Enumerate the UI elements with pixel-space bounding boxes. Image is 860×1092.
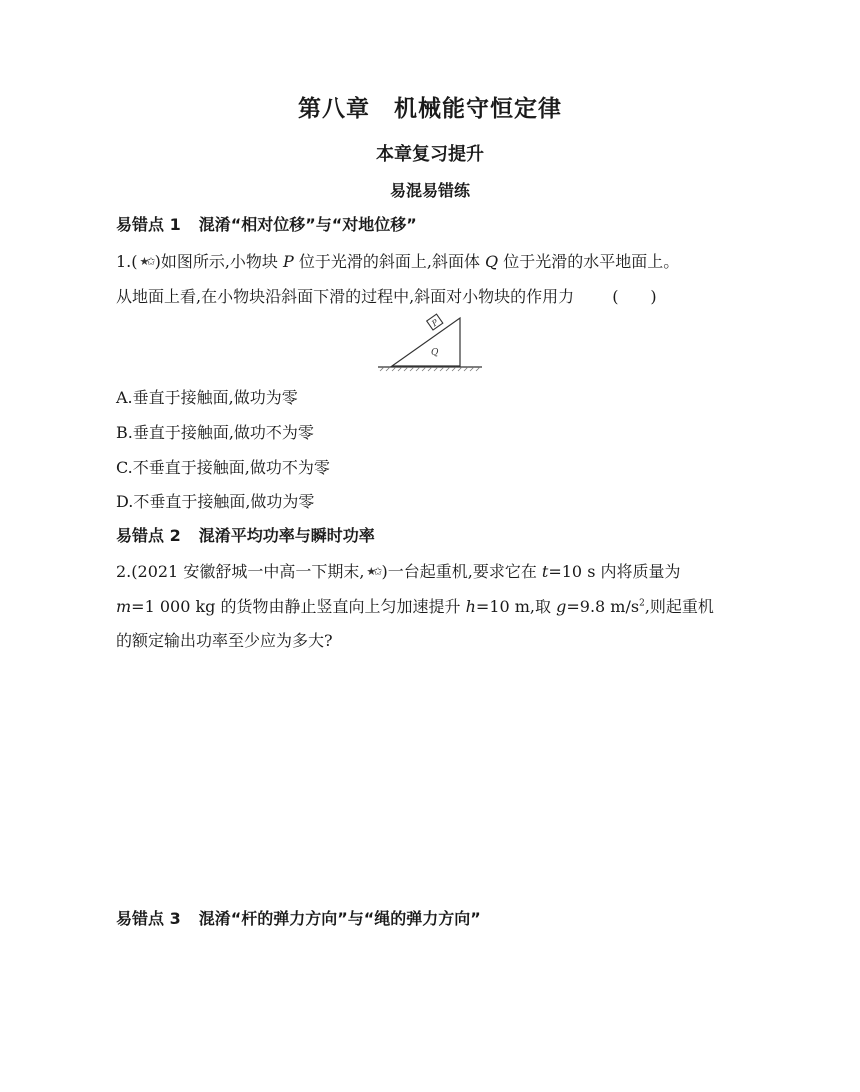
error-point-1-tag: 易错点 1 [116,215,181,234]
error-point-3-heading [116,906,481,929]
error-point-3-text: 混淆“杆的弹力方向”与“绳的弹力方向” [198,909,481,928]
variable-p: P [283,252,294,271]
incline-figure [376,310,484,372]
question-2-mass: =1 000 kg 的货物由静止竖直向上匀加速提升 [131,597,466,616]
gravity-exponent: 2 [639,598,645,609]
error-point-1-text: 混淆“相对位移”与“对地位移” [198,215,417,234]
question-1-line-2 [116,284,657,307]
option-c: C.不垂直于接触面,做功不为零 [116,458,330,477]
question-2-gravity: =9.8 m/s [566,597,640,616]
error-point-2-text: 混淆平均功率与瞬时功率 [198,526,375,545]
chapter-subtitle: 本章复习提升 [376,144,484,165]
figure-label-q: Q [431,348,439,358]
question-1-text-a: )如图所示,小物块 [154,252,284,271]
question-1-text-d: 从地面上看,在小物块沿斜面下滑的过程中,斜面对小物块的作用力 [116,287,575,306]
block-p [427,314,443,330]
question-2-height: =10 m,取 [475,597,557,616]
option-a: A.垂直于接触面,做功为零 [116,388,298,407]
variable-t: t [541,562,549,581]
question-1-number: 1.( [116,252,138,271]
question-1-text-b: 位于光滑的斜面上,斜面体 [293,252,486,271]
answer-bracket: ( ) [612,287,657,306]
question-2-text-b: ,则起重机 [644,597,714,616]
question-1-text-c: 位于光滑的水平地面上。 [498,252,680,271]
option-d: D.不垂直于接触面,做功为零 [116,492,315,511]
variable-m: m [116,597,132,616]
error-point-1-heading [116,212,417,235]
star-difficulty-icon: ★✩ [139,255,153,268]
question-2-line-2 [116,594,714,617]
star-difficulty-icon-2: ★✩ [366,565,380,578]
question-2-line-3: 的额定输出功率至少应为多大? [116,631,333,650]
question-2-text-a: )一台起重机,要求它在 [381,562,542,581]
ground-hatch [380,367,480,371]
variable-h: h [465,597,476,616]
option-b: B.垂直于接触面,做功不为零 [116,423,314,442]
chapter-title: 第八章 机械能守恒定律 [298,96,562,122]
figure-label-p: P [430,317,440,329]
error-point-2-heading [116,523,375,546]
question-2-line-1 [116,559,681,582]
question-2-source: 2.(2021 安徽舒城一中高一下期末, [116,562,365,581]
error-point-2-tag: 易错点 2 [116,526,181,545]
question-1-line-1 [116,249,679,272]
error-point-3-tag: 易错点 3 [116,909,181,928]
variable-q: Q [485,252,499,271]
section-title: 易混易错练 [389,181,470,200]
variable-g: g [556,597,567,616]
incline-wedge-q [392,318,460,366]
question-2-time: =10 s 内将质量为 [548,562,681,581]
